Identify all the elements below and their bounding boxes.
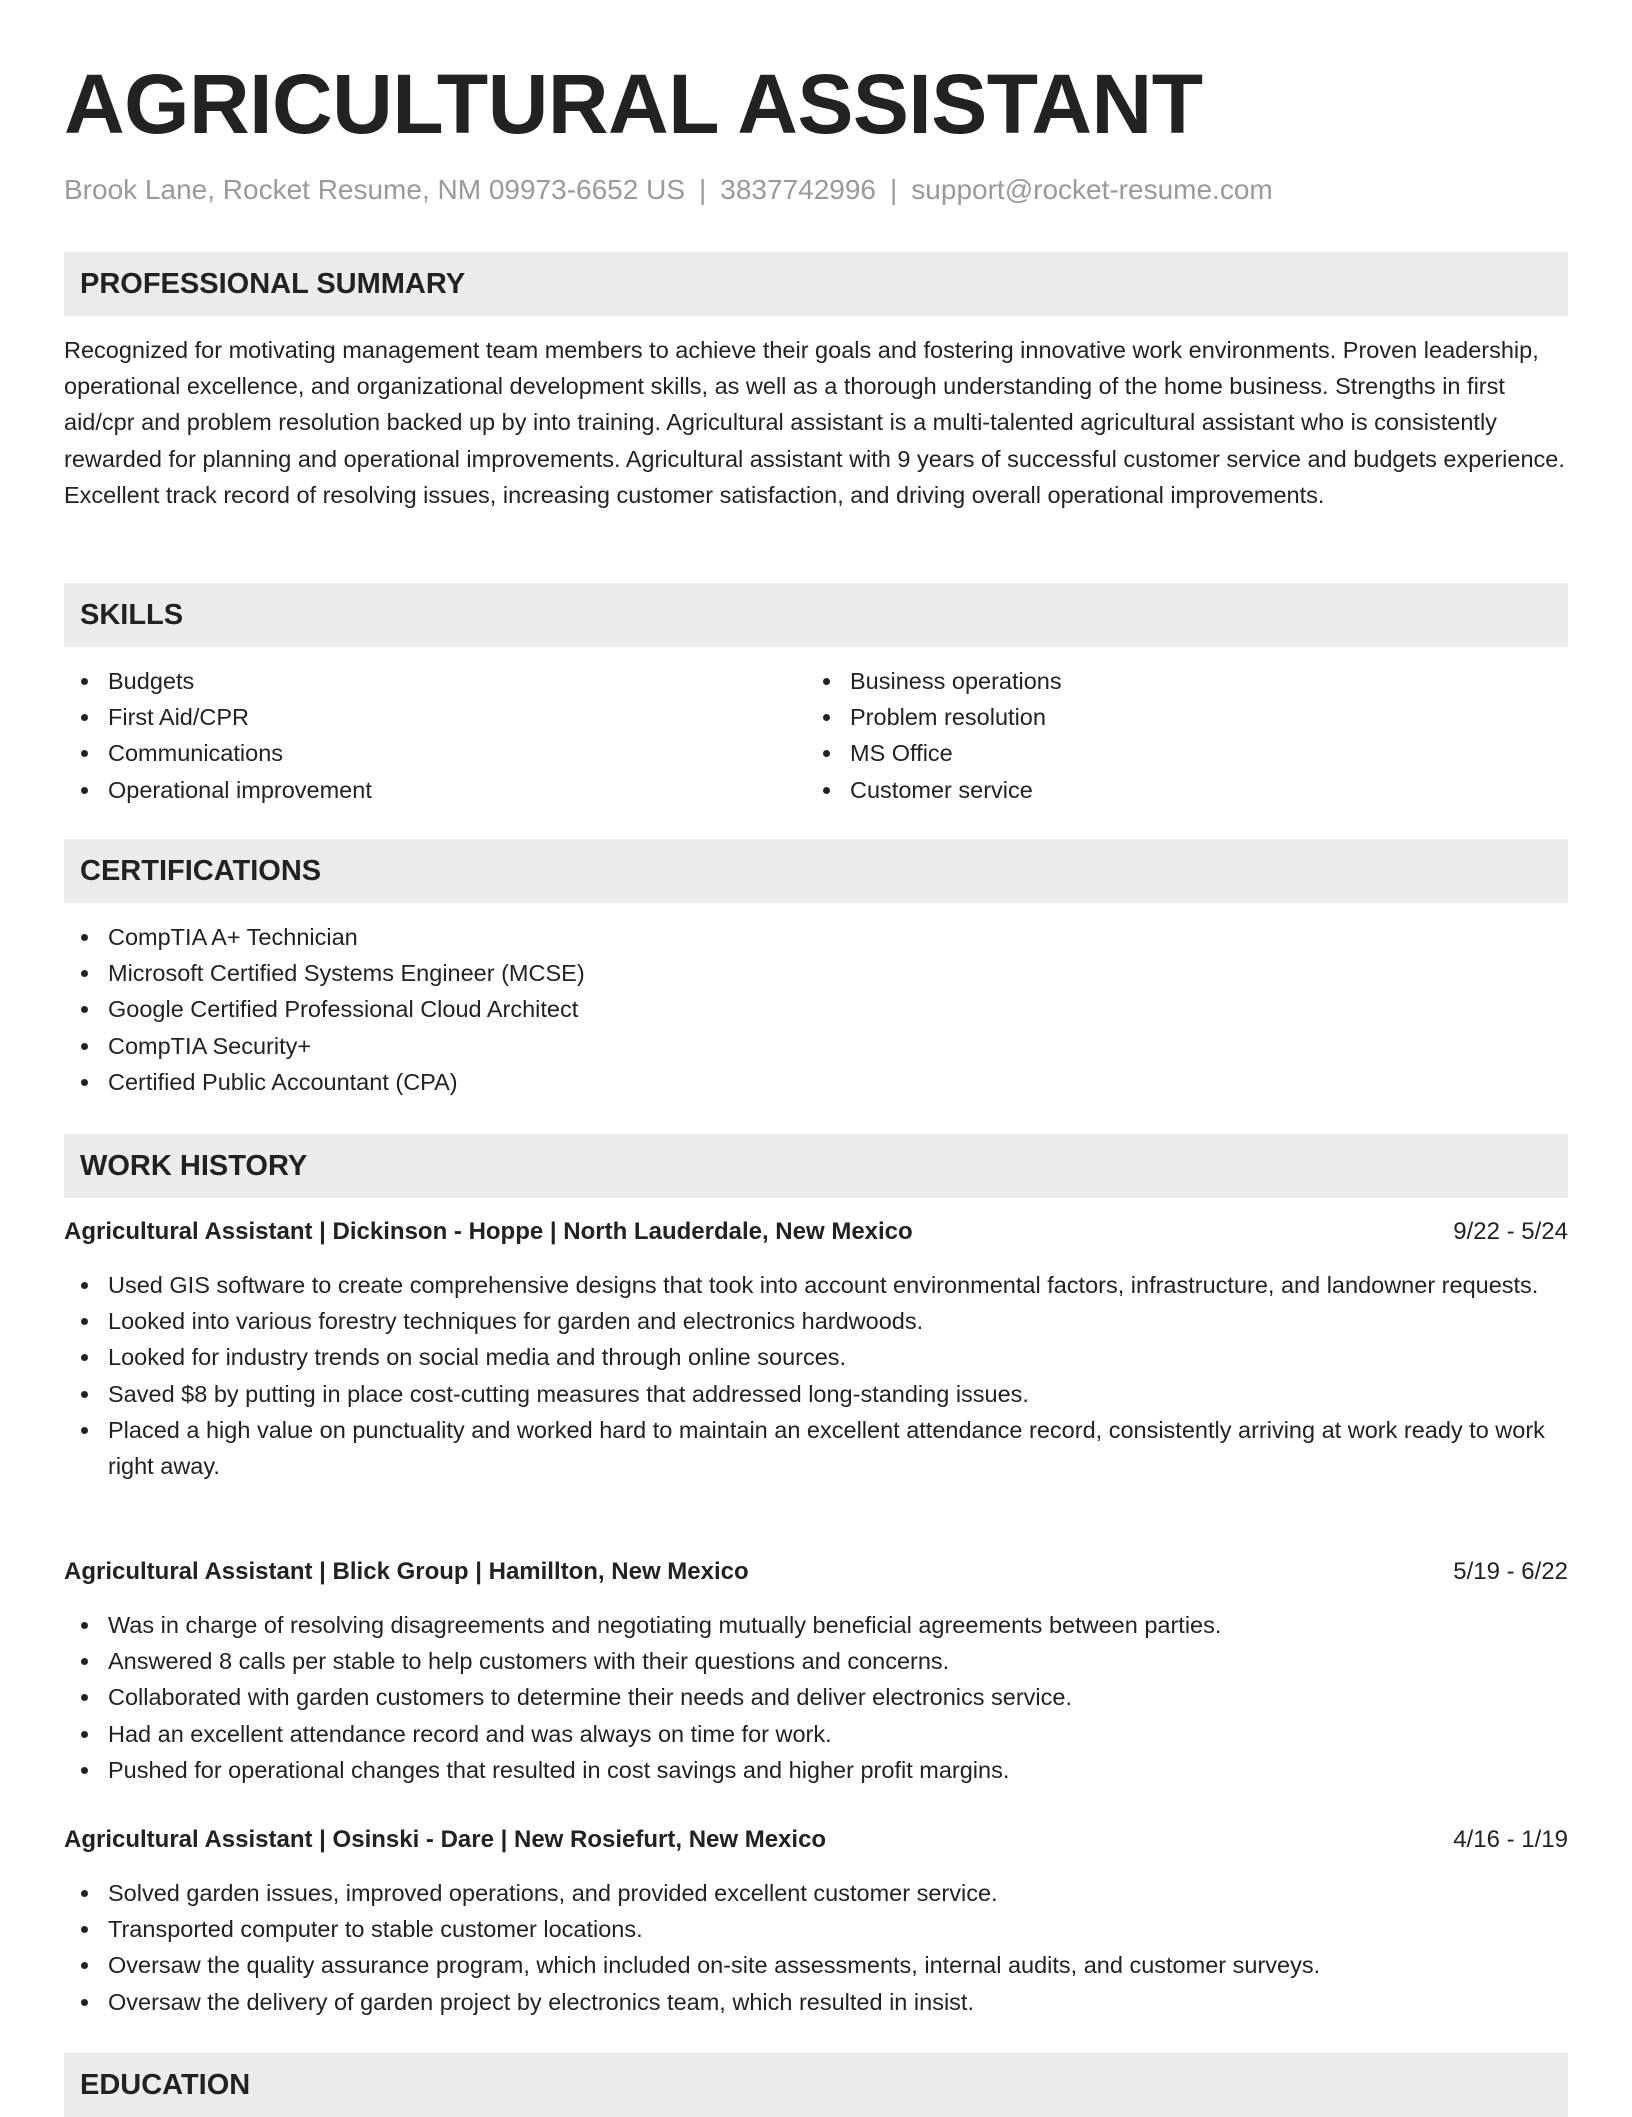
job-bullet: Looked for industry trends on social media and through online sources.: [64, 1339, 1568, 1375]
job-bullet: Collaborated with garden customers to determine their needs and deliver electronics service.: [64, 1679, 1568, 1715]
job-bullet: Oversaw the quality assurance program, which included on-site assessments, internal audits, and customer surveys.: [64, 1947, 1568, 1983]
job-bullet: Looked into various forestry techniques for garden and electronics hardwoods.: [64, 1303, 1568, 1339]
work-history-heading: WORK HISTORY: [64, 1134, 1568, 1198]
contact-email: support@rocket-resume.com: [911, 174, 1273, 205]
job-bullet: Was in charge of resolving disagreements and negotiating mutually beneficial agreements between parties.: [64, 1607, 1568, 1643]
skills-list-right: [806, 663, 1506, 808]
contact-line: [64, 170, 1568, 210]
job-bullet: Placed a high value on punctuality and worked hard to maintain an excellent attendance record, consistently arriving at work ready to work right away.: [64, 1412, 1568, 1484]
job-bullet: Used GIS software to create comprehensive designs that took into account environmental factors, infrastructure, and landowner requests.: [64, 1267, 1568, 1303]
job-bullets: [64, 1607, 1568, 1788]
job-dates: 4/16 - 1/19: [1453, 1826, 1568, 1853]
job-dates: 5/19 - 6/22: [1453, 1558, 1568, 1585]
education-heading: EDUCATION: [64, 2053, 1568, 2117]
summary-heading: PROFESSIONAL SUMMARY: [64, 252, 1568, 316]
skill-item: Budgets: [64, 663, 764, 699]
job-dates: 9/22 - 5/24: [1453, 1218, 1568, 1245]
contact-separator: |: [699, 174, 707, 205]
contact-phone: 3837742996: [720, 174, 877, 205]
skill-item: Customer service: [806, 772, 1506, 808]
skill-item: Business operations: [806, 663, 1506, 699]
job-bullets: [64, 1875, 1568, 2020]
job-bullet: Answered 8 calls per stable to help customers with their questions and concerns.: [64, 1643, 1568, 1679]
certification-item: Microsoft Certified Systems Engineer (MCSE): [64, 955, 1568, 991]
skill-item: Problem resolution: [806, 699, 1506, 735]
job-title: Agricultural Assistant | Dickinson - Hoppe | North Lauderdale, New Mexico: [64, 1218, 913, 1245]
job-bullet: Pushed for operational changes that resulted in cost savings and higher profit margins.: [64, 1752, 1568, 1788]
contact-separator: |: [890, 174, 898, 205]
certification-item: Certified Public Accountant (CPA): [64, 1064, 1568, 1100]
candidate-name: AGRICULTURAL ASSISTANT: [64, 57, 1203, 151]
skills-list-left: [64, 663, 764, 808]
skills-heading: SKILLS: [64, 583, 1568, 647]
job-bullet: Oversaw the delivery of garden project by electronics team, which resulted in insist.: [64, 1984, 1568, 2020]
skill-item: First Aid/CPR: [64, 699, 764, 735]
job-header: [64, 1554, 1568, 1590]
job-bullet: Solved garden issues, improved operations, and provided excellent customer service.: [64, 1875, 1568, 1911]
skill-item: Communications: [64, 735, 764, 771]
certification-item: Google Certified Professional Cloud Architect: [64, 991, 1568, 1027]
resume-page: [64, 0, 1568, 2101]
job-header: [64, 1214, 1568, 1250]
job-bullet: Saved $8 by putting in place cost-cutting measures that addressed long-standing issues.: [64, 1376, 1568, 1412]
job-title: Agricultural Assistant | Blick Group | Hamillton, New Mexico: [64, 1558, 749, 1585]
skill-item: Operational improvement: [64, 772, 764, 808]
certifications-heading: CERTIFICATIONS: [64, 839, 1568, 903]
job-title: Agricultural Assistant | Osinski - Dare | New Rosiefurt, New Mexico: [64, 1826, 827, 1853]
job-bullet: Had an excellent attendance record and was always on time for work.: [64, 1716, 1568, 1752]
certification-item: CompTIA A+ Technician: [64, 919, 1568, 955]
skill-item: MS Office: [806, 735, 1506, 771]
job-header: [64, 1822, 1568, 1858]
contact-address: Brook Lane, Rocket Resume, NM 09973-6652 US: [64, 174, 685, 205]
job-bullet: Transported computer to stable customer locations.: [64, 1911, 1568, 1947]
certifications-list: [64, 919, 1568, 1100]
job-bullets: [64, 1267, 1568, 1484]
summary-text: Recognized for motivating management team members to achieve their goals and fostering innovative work environments. Proven leadership, operational excellence, and organizational development skills, as well as a thorough understanding of the home business. Strengths in first aid/cpr and problem resolution backed up by into training. Agricultural assistant is a multi-talented agricultural assistant who is consistently rewarded for planning and operational improvements. Agricultural assistant with 9 years of successful customer service and budgets experience. Excellent track record of resolving issues, increasing customer satisfaction, and driving overall operational improvements.: [64, 337, 1565, 508]
certification-item: CompTIA Security+: [64, 1028, 1568, 1064]
